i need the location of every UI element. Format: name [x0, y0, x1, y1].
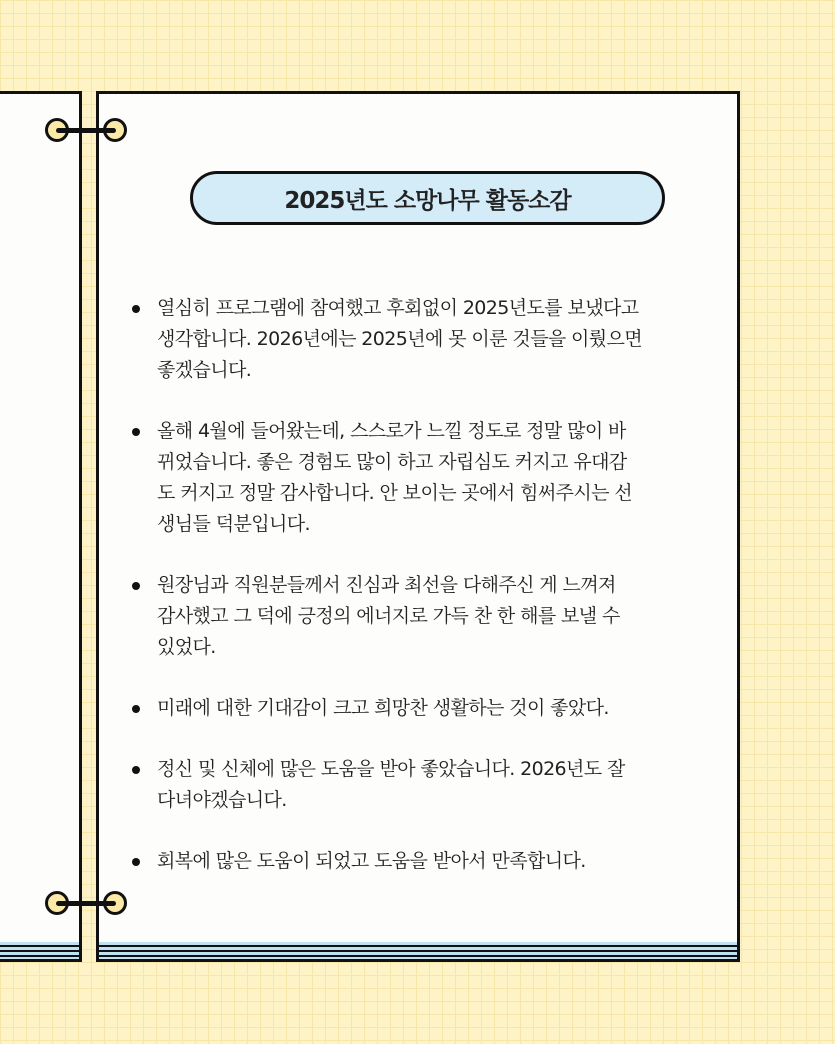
item-text-line: 미래에 대한 기대감이 크고 희망찬 생활하는 것이 좋았다. — [157, 697, 609, 719]
item-text-line: 있었다. — [157, 636, 216, 658]
list-item — [130, 754, 730, 816]
ring-wire — [56, 128, 116, 133]
list-item — [130, 846, 730, 877]
list-item — [130, 293, 730, 386]
item-text-line: 좋겠습니다. — [157, 359, 252, 381]
item-text-line: 올해 4월에 들어왔는데, 스스로가 느낄 정도로 정말 많이 바 — [157, 420, 626, 442]
item-text-line: 도 커지고 정말 감사합니다. 안 보이는 곳에서 힘써주시는 선 — [157, 482, 633, 504]
list-item — [130, 570, 730, 663]
reflection-list — [130, 293, 730, 907]
item-text-line: 다녀야겠습니다. — [157, 789, 287, 811]
list-item — [130, 416, 730, 540]
list-item — [130, 693, 730, 724]
item-text-line: 생각합니다. 2026년에는 2025년에 못 이룬 것들을 이뤘으면 — [157, 328, 643, 350]
right-page-stack — [96, 942, 740, 962]
item-text-line: 열심히 프로그램에 참여했고 후회없이 2025년도를 보냈다고 — [157, 297, 639, 319]
item-text-line: 원장님과 직원분들께서 진심과 최선을 다해주신 게 느껴져 — [157, 574, 616, 596]
item-text-line: 생님들 덕분입니다. — [157, 513, 310, 535]
item-text-line: 정신 및 신체에 많은 도움을 받아 좋았습니다. 2026년도 잘 — [157, 758, 625, 780]
item-text-line: 뀌었습니다. 좋은 경험도 많이 하고 자립심도 커지고 유대감 — [157, 451, 627, 473]
ring-wire — [56, 901, 116, 906]
item-text-line: 회복에 많은 도움이 되었고 도움을 받아서 만족합니다. — [157, 850, 586, 872]
page-title: 2025년도 소망나무 활동소감 — [190, 171, 665, 225]
left-notebook-page — [0, 91, 82, 945]
item-text-line: 감사했고 그 덕에 긍정의 에너지로 가득 찬 한 해를 보낼 수 — [157, 605, 620, 627]
left-page-stack — [0, 942, 82, 962]
